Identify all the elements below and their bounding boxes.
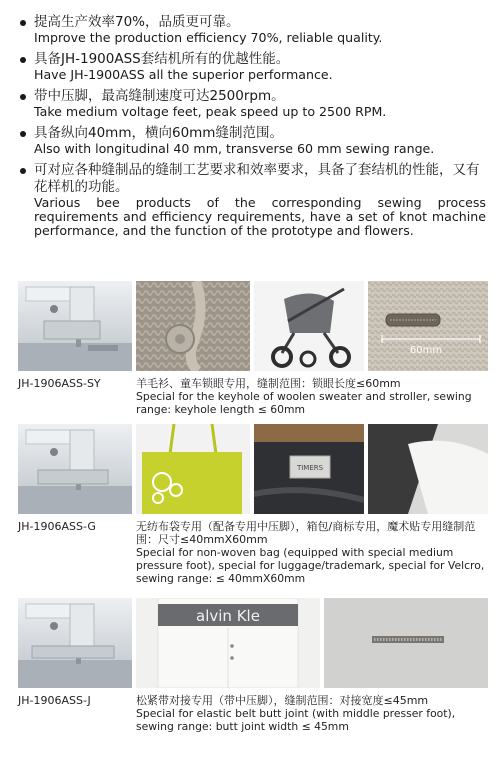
machine-photo bbox=[18, 281, 132, 371]
feature-item bbox=[20, 125, 486, 156]
feature-item bbox=[20, 51, 486, 82]
feature-zh: 可对应各种缝制品的缝制工艺要求和效率要求，具备了套结机的性能，又有花样机的功能。 bbox=[34, 162, 480, 195]
feature-en: Take medium voltage feet, peak speed up to 2500 RPM. bbox=[34, 104, 387, 119]
model-description bbox=[136, 377, 488, 416]
feature-zh: 具备纵向40mm，横向60mm缝制范围。 bbox=[34, 125, 283, 141]
bag-illustration bbox=[136, 424, 250, 514]
stroller-illustration bbox=[254, 281, 364, 371]
non-woven-bag-photo bbox=[136, 424, 250, 514]
feature-item bbox=[20, 14, 486, 45]
feature-zh: 具备JH-1900ASS套结机所有的优越性能。 bbox=[34, 51, 290, 67]
keyhole-stitch-photo bbox=[368, 281, 488, 371]
machine-photo bbox=[18, 598, 132, 688]
keyhole-illustration bbox=[368, 281, 488, 371]
model-description bbox=[136, 520, 488, 585]
feature-list bbox=[20, 14, 486, 244]
description-en: Special for non-woven bag (equipped with special medium pressure foot), special for luggage/trademark, special for Velcro, sewing range: ≤ 40mmX60mm bbox=[136, 546, 485, 585]
feature-en: Have JH-1900ASS all the superior performance. bbox=[34, 67, 333, 82]
luggage-label-photo bbox=[254, 424, 364, 514]
model-row-j bbox=[18, 598, 488, 748]
butt-joint-photo bbox=[324, 598, 488, 688]
model-row-g bbox=[18, 424, 488, 594]
velcro-photo bbox=[368, 424, 488, 514]
elastic-belt-photo bbox=[136, 598, 320, 688]
brand-text: alvin Kle bbox=[196, 607, 260, 625]
feature-en: Various bee products of the corresponding sewing process requirements and efficiency requirements, have a set of knot machine performance, and the function of the prototype and flowers. bbox=[34, 195, 486, 238]
feature-item bbox=[20, 162, 486, 238]
machine-photo bbox=[18, 424, 132, 514]
feature-en: Improve the production efficiency 70%, reliable quality. bbox=[34, 30, 383, 45]
feature-zh: 带中压脚，最高缝制速度可达2500rpm。 bbox=[34, 88, 285, 104]
label-text: TIMERS bbox=[296, 464, 324, 472]
model-name: JH-1906ASS-SY bbox=[18, 377, 101, 390]
feature-zh: 提高生产效率70%，品质更可靠。 bbox=[34, 14, 240, 30]
description-zh: 松紧带对接专用（带中压脚），缝制范围：对接宽度≤45mm bbox=[136, 694, 429, 707]
description-en: Special for elastic belt butt joint (with middle presser foot), sewing range: butt joint width ≤ 45mm bbox=[136, 707, 456, 733]
bullet-dot bbox=[20, 94, 26, 100]
feature-item bbox=[20, 88, 486, 119]
model-name: JH-1906ASS-G bbox=[18, 520, 96, 533]
measure-label: 60mm bbox=[409, 345, 443, 356]
bullet-dot bbox=[20, 57, 26, 63]
sewing-machine-illustration bbox=[18, 281, 132, 371]
sewing-machine-illustration bbox=[18, 598, 132, 688]
knit-sweater-illustration bbox=[136, 281, 250, 371]
stroller-photo bbox=[254, 281, 364, 371]
sweater-photo bbox=[136, 281, 250, 371]
bullet-dot bbox=[20, 131, 26, 137]
model-row-sy bbox=[18, 281, 488, 419]
description-en: Special for the keyhole of woolen sweater and stroller, sewing range: keyhole length ≤ 60mm bbox=[136, 390, 472, 416]
bullet-dot bbox=[20, 168, 26, 174]
label-illustration bbox=[254, 424, 364, 514]
model-name: JH-1906ASS-J bbox=[18, 694, 91, 707]
feature-en: Also with longitudinal 40 mm, transverse 60 mm sewing range. bbox=[34, 141, 435, 156]
sewing-machine-illustration bbox=[18, 424, 132, 514]
model-description bbox=[136, 694, 488, 733]
velcro-illustration bbox=[368, 424, 488, 514]
bullet-dot bbox=[20, 20, 26, 26]
butt-joint-stitch-illustration bbox=[324, 598, 488, 688]
description-zh: 羊毛衫、童车锁眼专用，缝制范围：锁眼长度≤60mm bbox=[136, 377, 401, 390]
underwear-illustration bbox=[136, 598, 320, 688]
description-zh: 无纺布袋专用（配备专用中压脚），箱包/商标专用，魔术贴专用缝制范围：尺寸≤40mmX60mm bbox=[136, 520, 476, 546]
